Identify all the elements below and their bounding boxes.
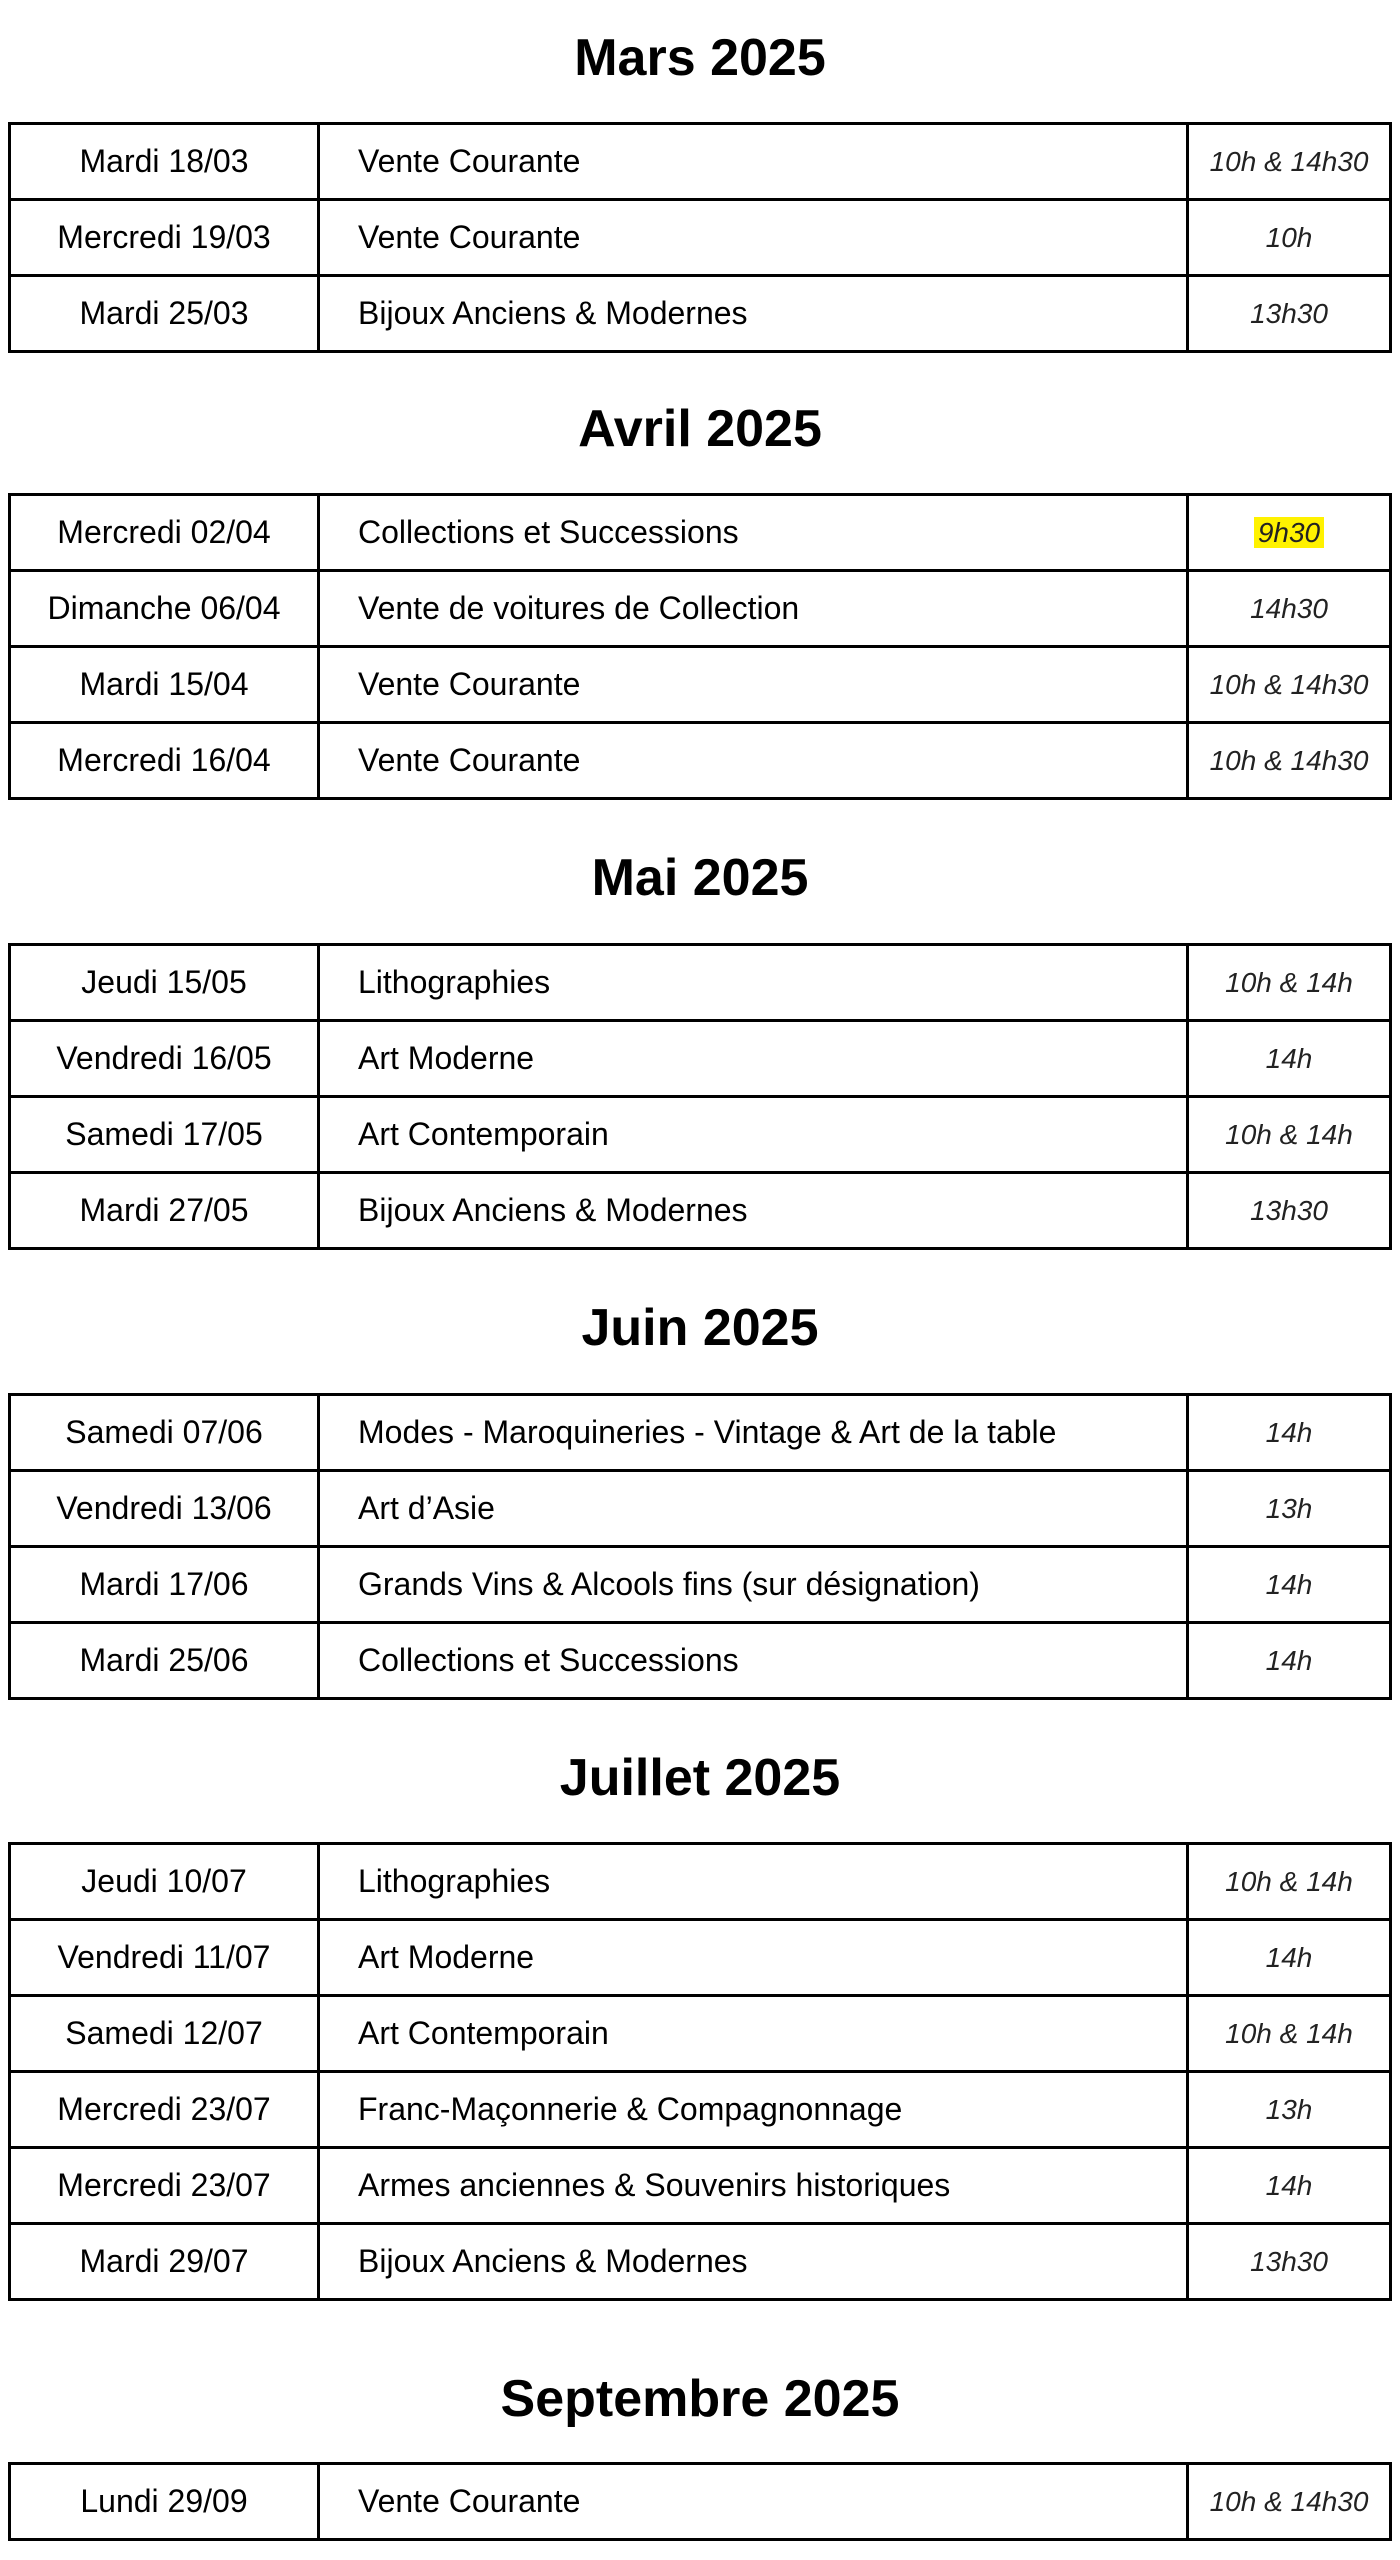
row-title: Vente Courante [319,2464,1188,2540]
row-date: Lundi 29/09 [10,2464,319,2540]
row-time [1188,495,1391,571]
row-time: 13h30 [1188,276,1391,352]
table-row [10,1395,1391,1471]
row-date: Mercredi 19/03 [10,200,319,276]
table-row [10,945,1391,1021]
month-title-juin: Juin 2025 [581,1299,819,1357]
row-title: Collections et Successions [319,1623,1188,1699]
row-time: 10h [1188,200,1391,276]
row-time: 10h & 14h30 [1188,723,1391,799]
row-time: 14h [1188,1623,1391,1699]
schedule-table-mars [8,122,1392,353]
month-title-mars: Mars 2025 [574,29,826,87]
month-title-juillet: Juillet 2025 [559,1749,841,1807]
schedule-table-mai [8,943,1392,1250]
row-title: Vente Courante [319,723,1188,799]
table-row [10,200,1391,276]
row-date: Samedi 17/05 [10,1097,319,1173]
row-date: Mercredi 16/04 [10,723,319,799]
row-title: Vente Courante [319,124,1188,200]
row-date: Mercredi 02/04 [10,495,319,571]
highlighted-time: 9h30 [1254,517,1324,548]
row-date: Vendredi 13/06 [10,1471,319,1547]
row-date: Mercredi 23/07 [10,2148,319,2224]
row-date: Mardi 17/06 [10,1547,319,1623]
row-time: 13h30 [1188,2224,1391,2300]
row-title: Grands Vins & Alcools fins (sur désignation) [319,1547,1188,1623]
row-time: 14h [1188,1547,1391,1623]
row-date: Vendredi 16/05 [10,1021,319,1097]
row-title: Vente de voitures de Collection [319,571,1188,647]
row-date: Mardi 25/06 [10,1623,319,1699]
row-title: Bijoux Anciens & Modernes [319,1173,1188,1249]
row-date: Samedi 12/07 [10,1996,319,2072]
row-date: Mardi 15/04 [10,647,319,723]
row-time: 14h [1188,1395,1391,1471]
table-row [10,495,1391,571]
table-row [10,276,1391,352]
table-row [10,1547,1391,1623]
row-time: 10h & 14h [1188,1097,1391,1173]
row-time: 13h30 [1188,1173,1391,1249]
table-row [10,1173,1391,1249]
row-title: Bijoux Anciens & Modernes [319,276,1188,352]
row-date: Dimanche 06/04 [10,571,319,647]
row-time: 10h & 14h30 [1188,124,1391,200]
table-row [10,571,1391,647]
row-time: 14h [1188,2148,1391,2224]
row-time: 10h & 14h [1188,1996,1391,2072]
row-date: Mardi 25/03 [10,276,319,352]
row-date: Mercredi 23/07 [10,2072,319,2148]
table-row [10,1844,1391,1920]
schedule-table-septembre [8,2462,1392,2541]
row-date: Jeudi 15/05 [10,945,319,1021]
row-title: Art d’Asie [319,1471,1188,1547]
month-title-mai: Mai 2025 [591,849,809,907]
schedule-table-avril [8,493,1392,800]
row-title: Art Contemporain [319,1097,1188,1173]
row-date: Mardi 29/07 [10,2224,319,2300]
table-row [10,2464,1391,2540]
table-row [10,647,1391,723]
row-title: Lithographies [319,945,1188,1021]
table-row [10,1097,1391,1173]
row-title: Collections et Successions [319,495,1188,571]
row-date: Mardi 18/03 [10,124,319,200]
row-time: 14h [1188,1021,1391,1097]
row-title: Art Contemporain [319,1996,1188,2072]
month-title-septembre: Septembre 2025 [500,2370,900,2428]
table-row [10,124,1391,200]
schedule-table-juillet [8,1842,1392,2301]
table-row [10,1471,1391,1547]
table-row [10,1021,1391,1097]
table-row [10,1920,1391,1996]
table-row [10,2072,1391,2148]
row-title: Bijoux Anciens & Modernes [319,2224,1188,2300]
table-row [10,2224,1391,2300]
row-title: Vente Courante [319,647,1188,723]
table-row [10,1623,1391,1699]
row-title: Modes - Maroquineries - Vintage & Art de la table [319,1395,1188,1471]
row-title: Lithographies [319,1844,1188,1920]
row-time: 14h30 [1188,571,1391,647]
row-title: Art Moderne [319,1021,1188,1097]
row-title: Franc-Maçonnerie & Compagnonnage [319,2072,1188,2148]
row-time: 14h [1188,1920,1391,1996]
row-date: Mardi 27/05 [10,1173,319,1249]
table-row [10,1996,1391,2072]
row-time: 10h & 14h [1188,945,1391,1021]
row-title: Armes anciennes & Souvenirs historiques [319,2148,1188,2224]
row-time: 10h & 14h30 [1188,2464,1391,2540]
row-date: Jeudi 10/07 [10,1844,319,1920]
table-row [10,723,1391,799]
schedule-table-juin [8,1393,1392,1700]
table-row [10,2148,1391,2224]
month-title-avril: Avril 2025 [578,400,822,458]
row-date: Samedi 07/06 [10,1395,319,1471]
row-title: Art Moderne [319,1920,1188,1996]
row-time: 13h [1188,1471,1391,1547]
row-time: 13h [1188,2072,1391,2148]
row-date: Vendredi 11/07 [10,1920,319,1996]
row-time: 10h & 14h30 [1188,647,1391,723]
row-title: Vente Courante [319,200,1188,276]
row-time: 10h & 14h [1188,1844,1391,1920]
